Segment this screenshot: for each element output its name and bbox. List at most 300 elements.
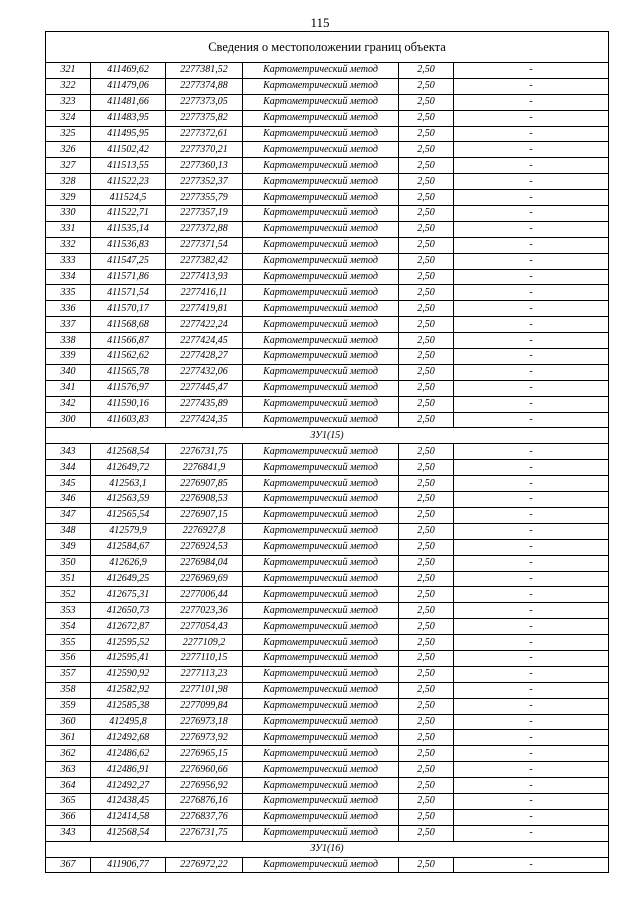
point-number-cell: 352 — [46, 587, 91, 603]
accuracy-cell: 2,50 — [399, 206, 454, 222]
description-cell: - — [454, 110, 609, 126]
method-cell: Картометрический метод — [243, 603, 399, 619]
method-cell: Картометрический метод — [243, 380, 399, 396]
y-coordinate-cell: 2277360,13 — [166, 158, 243, 174]
description-cell: - — [454, 349, 609, 365]
table-row — [46, 158, 609, 174]
description-cell: - — [454, 301, 609, 317]
x-coordinate-cell: 411495,95 — [91, 126, 166, 142]
x-coordinate-cell: 412585,38 — [91, 698, 166, 714]
point-number-cell: 300 — [46, 412, 91, 428]
x-coordinate-cell: 412595,52 — [91, 635, 166, 651]
y-coordinate-cell: 2277372,61 — [166, 126, 243, 142]
point-number-cell: 346 — [46, 492, 91, 508]
x-coordinate-cell: 411513,55 — [91, 158, 166, 174]
y-coordinate-cell: 2277422,24 — [166, 317, 243, 333]
point-number-cell: 325 — [46, 126, 91, 142]
y-coordinate-cell: 2276876,16 — [166, 793, 243, 809]
table-row — [46, 746, 609, 762]
description-cell: - — [454, 539, 609, 555]
method-cell: Картометрический метод — [243, 825, 399, 841]
table-row — [46, 476, 609, 492]
table-row — [46, 682, 609, 698]
x-coordinate-cell: 411483,95 — [91, 110, 166, 126]
x-coordinate-cell: 412675,31 — [91, 587, 166, 603]
section-header-row — [46, 841, 609, 857]
accuracy-cell: 2,50 — [399, 285, 454, 301]
table-row — [46, 619, 609, 635]
table-row — [46, 221, 609, 237]
description-cell: - — [454, 587, 609, 603]
table-row — [46, 666, 609, 682]
table-row — [46, 507, 609, 523]
x-coordinate-cell: 412414,58 — [91, 809, 166, 825]
accuracy-cell: 2,50 — [399, 317, 454, 333]
description-cell: - — [454, 492, 609, 508]
description-cell: - — [454, 571, 609, 587]
point-number-cell: 333 — [46, 253, 91, 269]
method-cell: Картометрический метод — [243, 523, 399, 539]
y-coordinate-cell: 2276973,92 — [166, 730, 243, 746]
table-row — [46, 349, 609, 365]
x-coordinate-cell: 412672,87 — [91, 619, 166, 635]
accuracy-cell: 2,50 — [399, 555, 454, 571]
x-coordinate-cell: 412492,68 — [91, 730, 166, 746]
accuracy-cell: 2,50 — [399, 412, 454, 428]
table-row — [46, 635, 609, 651]
x-coordinate-cell: 411535,14 — [91, 221, 166, 237]
x-coordinate-cell: 411479,06 — [91, 78, 166, 94]
accuracy-cell: 2,50 — [399, 492, 454, 508]
table-row — [46, 63, 609, 79]
method-cell: Картометрический метод — [243, 269, 399, 285]
y-coordinate-cell: 2277381,52 — [166, 63, 243, 79]
table-row — [46, 778, 609, 794]
accuracy-cell: 2,50 — [399, 778, 454, 794]
method-cell: Картометрический метод — [243, 78, 399, 94]
method-cell: Картометрический метод — [243, 730, 399, 746]
table-row — [46, 555, 609, 571]
y-coordinate-cell: 2276927,8 — [166, 523, 243, 539]
point-number-cell: 322 — [46, 78, 91, 94]
x-coordinate-cell: 412495,8 — [91, 714, 166, 730]
method-cell: Картометрический метод — [243, 237, 399, 253]
x-coordinate-cell: 411469,62 — [91, 63, 166, 79]
description-cell: - — [454, 746, 609, 762]
y-coordinate-cell: 2277375,82 — [166, 110, 243, 126]
x-coordinate-cell: 412650,73 — [91, 603, 166, 619]
description-cell: - — [454, 762, 609, 778]
section-header-row — [46, 428, 609, 444]
description-cell: - — [454, 412, 609, 428]
method-cell: Картометрический метод — [243, 63, 399, 79]
method-cell: Картометрический метод — [243, 857, 399, 873]
table-row — [46, 587, 609, 603]
description-cell: - — [454, 714, 609, 730]
accuracy-cell: 2,50 — [399, 364, 454, 380]
description-cell: - — [454, 460, 609, 476]
table-row — [46, 190, 609, 206]
x-coordinate-cell: 411566,87 — [91, 333, 166, 349]
point-number-cell: 365 — [46, 793, 91, 809]
description-cell: - — [454, 730, 609, 746]
method-cell: Картометрический метод — [243, 333, 399, 349]
point-number-cell: 364 — [46, 778, 91, 794]
description-cell: - — [454, 333, 609, 349]
accuracy-cell: 2,50 — [399, 746, 454, 762]
method-cell: Картометрический метод — [243, 809, 399, 825]
point-number-cell: 327 — [46, 158, 91, 174]
point-number-cell: 351 — [46, 571, 91, 587]
table-row — [46, 142, 609, 158]
x-coordinate-cell: 412649,72 — [91, 460, 166, 476]
method-cell: Картометрический метод — [243, 666, 399, 682]
y-coordinate-cell: 2276924,53 — [166, 539, 243, 555]
point-number-cell: 329 — [46, 190, 91, 206]
table-row — [46, 396, 609, 412]
method-cell: Картометрический метод — [243, 507, 399, 523]
point-number-cell: 332 — [46, 237, 91, 253]
accuracy-cell: 2,50 — [399, 682, 454, 698]
method-cell: Картометрический метод — [243, 746, 399, 762]
x-coordinate-cell: 412563,1 — [91, 476, 166, 492]
method-cell: Картометрический метод — [243, 714, 399, 730]
accuracy-cell: 2,50 — [399, 650, 454, 666]
point-number-cell: 339 — [46, 349, 91, 365]
x-coordinate-cell: 412438,45 — [91, 793, 166, 809]
table-row — [46, 174, 609, 190]
description-cell: - — [454, 778, 609, 794]
x-coordinate-cell: 412486,91 — [91, 762, 166, 778]
point-number-cell: 343 — [46, 825, 91, 841]
description-cell: - — [454, 507, 609, 523]
y-coordinate-cell: 2277416,11 — [166, 285, 243, 301]
point-number-cell: 350 — [46, 555, 91, 571]
description-cell: - — [454, 269, 609, 285]
method-cell: Картометрический метод — [243, 142, 399, 158]
method-cell: Картометрический метод — [243, 539, 399, 555]
point-number-cell: 362 — [46, 746, 91, 762]
point-number-cell: 337 — [46, 317, 91, 333]
x-coordinate-cell: 411524,5 — [91, 190, 166, 206]
x-coordinate-cell: 412590,92 — [91, 666, 166, 682]
point-number-cell: 366 — [46, 809, 91, 825]
y-coordinate-cell: 2277110,15 — [166, 650, 243, 666]
description-cell: - — [454, 396, 609, 412]
method-cell: Картометрический метод — [243, 364, 399, 380]
y-coordinate-cell: 2277413,93 — [166, 269, 243, 285]
x-coordinate-cell: 411522,71 — [91, 206, 166, 222]
boundary-table — [45, 31, 609, 873]
point-number-cell: 354 — [46, 619, 91, 635]
accuracy-cell: 2,50 — [399, 301, 454, 317]
table-row — [46, 253, 609, 269]
accuracy-cell: 2,50 — [399, 635, 454, 651]
point-number-cell: 344 — [46, 460, 91, 476]
y-coordinate-cell: 2277424,45 — [166, 333, 243, 349]
table-row — [46, 571, 609, 587]
accuracy-cell: 2,50 — [399, 587, 454, 603]
point-number-cell: 338 — [46, 333, 91, 349]
y-coordinate-cell: 2277435,89 — [166, 396, 243, 412]
accuracy-cell: 2,50 — [399, 444, 454, 460]
description-cell: - — [454, 380, 609, 396]
accuracy-cell: 2,50 — [399, 349, 454, 365]
table-row — [46, 730, 609, 746]
method-cell: Картометрический метод — [243, 396, 399, 412]
point-number-cell: 347 — [46, 507, 91, 523]
method-cell: Картометрический метод — [243, 778, 399, 794]
description-cell: - — [454, 793, 609, 809]
point-number-cell: 356 — [46, 650, 91, 666]
method-cell: Картометрический метод — [243, 285, 399, 301]
table-row — [46, 126, 609, 142]
point-number-cell: 367 — [46, 857, 91, 873]
accuracy-cell: 2,50 — [399, 698, 454, 714]
accuracy-cell: 2,50 — [399, 730, 454, 746]
y-coordinate-cell: 2276973,18 — [166, 714, 243, 730]
point-number-cell: 348 — [46, 523, 91, 539]
accuracy-cell: 2,50 — [399, 221, 454, 237]
y-coordinate-cell: 2277109,2 — [166, 635, 243, 651]
accuracy-cell: 2,50 — [399, 793, 454, 809]
x-coordinate-cell: 411906,77 — [91, 857, 166, 873]
method-cell: Картометрический метод — [243, 158, 399, 174]
table-row — [46, 94, 609, 110]
y-coordinate-cell: 2277445,47 — [166, 380, 243, 396]
accuracy-cell: 2,50 — [399, 396, 454, 412]
description-cell: - — [454, 650, 609, 666]
x-coordinate-cell: 412568,54 — [91, 444, 166, 460]
description-cell: - — [454, 476, 609, 492]
description-cell: - — [454, 809, 609, 825]
accuracy-cell: 2,50 — [399, 174, 454, 190]
table-row — [46, 650, 609, 666]
accuracy-cell: 2,50 — [399, 507, 454, 523]
accuracy-cell: 2,50 — [399, 476, 454, 492]
y-coordinate-cell: 2276960,66 — [166, 762, 243, 778]
section-header: ЗУ1(16) — [46, 841, 609, 857]
accuracy-cell: 2,50 — [399, 94, 454, 110]
y-coordinate-cell: 2276965,15 — [166, 746, 243, 762]
table-row — [46, 364, 609, 380]
method-cell: Картометрический метод — [243, 587, 399, 603]
accuracy-cell: 2,50 — [399, 158, 454, 174]
method-cell: Картометрический метод — [243, 492, 399, 508]
y-coordinate-cell: 2277023,36 — [166, 603, 243, 619]
accuracy-cell: 2,50 — [399, 142, 454, 158]
y-coordinate-cell: 2277370,21 — [166, 142, 243, 158]
description-cell: - — [454, 174, 609, 190]
table-row — [46, 825, 609, 841]
table-row — [46, 412, 609, 428]
description-cell: - — [454, 158, 609, 174]
description-cell: - — [454, 317, 609, 333]
point-number-cell: 349 — [46, 539, 91, 555]
point-number-cell: 359 — [46, 698, 91, 714]
accuracy-cell: 2,50 — [399, 63, 454, 79]
method-cell: Картометрический метод — [243, 253, 399, 269]
description-cell: - — [454, 523, 609, 539]
x-coordinate-cell: 411481,66 — [91, 94, 166, 110]
y-coordinate-cell: 2277419,81 — [166, 301, 243, 317]
point-number-cell: 345 — [46, 476, 91, 492]
accuracy-cell: 2,50 — [399, 110, 454, 126]
method-cell: Картометрический метод — [243, 301, 399, 317]
accuracy-cell: 2,50 — [399, 603, 454, 619]
description-cell: - — [454, 857, 609, 873]
table-row — [46, 301, 609, 317]
table-row — [46, 444, 609, 460]
table-row — [46, 698, 609, 714]
method-cell: Картометрический метод — [243, 349, 399, 365]
method-cell: Картометрический метод — [243, 635, 399, 651]
description-cell: - — [454, 698, 609, 714]
table-row — [46, 492, 609, 508]
description-cell: - — [454, 619, 609, 635]
x-coordinate-cell: 412565,54 — [91, 507, 166, 523]
y-coordinate-cell: 2277424,35 — [166, 412, 243, 428]
page-number: 115 — [310, 15, 330, 30]
x-coordinate-cell: 411547,25 — [91, 253, 166, 269]
method-cell: Картометрический метод — [243, 190, 399, 206]
method-cell: Картометрический метод — [243, 126, 399, 142]
accuracy-cell: 2,50 — [399, 190, 454, 206]
accuracy-cell: 2,50 — [399, 237, 454, 253]
method-cell: Картометрический метод — [243, 221, 399, 237]
description-cell: - — [454, 825, 609, 841]
accuracy-cell: 2,50 — [399, 523, 454, 539]
x-coordinate-cell: 411576,97 — [91, 380, 166, 396]
y-coordinate-cell: 2277352,37 — [166, 174, 243, 190]
method-cell: Картометрический метод — [243, 110, 399, 126]
description-cell: - — [454, 635, 609, 651]
table-row — [46, 269, 609, 285]
description-cell: - — [454, 94, 609, 110]
y-coordinate-cell: 2277113,23 — [166, 666, 243, 682]
accuracy-cell: 2,50 — [399, 762, 454, 778]
description-cell: - — [454, 142, 609, 158]
y-coordinate-cell: 2276837,76 — [166, 809, 243, 825]
y-coordinate-cell: 2277432,06 — [166, 364, 243, 380]
description-cell: - — [454, 237, 609, 253]
description-cell: - — [454, 63, 609, 79]
accuracy-cell: 2,50 — [399, 825, 454, 841]
accuracy-cell: 2,50 — [399, 857, 454, 873]
point-number-cell: 326 — [46, 142, 91, 158]
accuracy-cell: 2,50 — [399, 571, 454, 587]
point-number-cell: 353 — [46, 603, 91, 619]
x-coordinate-cell: 412584,67 — [91, 539, 166, 555]
y-coordinate-cell: 2277382,42 — [166, 253, 243, 269]
point-number-cell: 324 — [46, 110, 91, 126]
accuracy-cell: 2,50 — [399, 809, 454, 825]
description-cell: - — [454, 285, 609, 301]
description-cell: - — [454, 78, 609, 94]
x-coordinate-cell: 412486,62 — [91, 746, 166, 762]
accuracy-cell: 2,50 — [399, 253, 454, 269]
point-number-cell: 342 — [46, 396, 91, 412]
x-coordinate-cell: 411571,86 — [91, 269, 166, 285]
x-coordinate-cell: 411571,54 — [91, 285, 166, 301]
description-cell: - — [454, 253, 609, 269]
point-number-cell: 334 — [46, 269, 91, 285]
y-coordinate-cell: 2276956,92 — [166, 778, 243, 794]
description-cell: - — [454, 126, 609, 142]
method-cell: Картометрический метод — [243, 174, 399, 190]
method-cell: Картометрический метод — [243, 619, 399, 635]
description-cell: - — [454, 444, 609, 460]
table-row — [46, 523, 609, 539]
point-number-cell: 330 — [46, 206, 91, 222]
table-row — [46, 793, 609, 809]
point-number-cell: 340 — [46, 364, 91, 380]
table-row — [46, 460, 609, 476]
point-number-cell: 336 — [46, 301, 91, 317]
x-coordinate-cell: 412626,9 — [91, 555, 166, 571]
y-coordinate-cell: 2277054,43 — [166, 619, 243, 635]
y-coordinate-cell: 2277006,44 — [166, 587, 243, 603]
point-number-cell: 358 — [46, 682, 91, 698]
x-coordinate-cell: 411562,62 — [91, 349, 166, 365]
y-coordinate-cell: 2276908,53 — [166, 492, 243, 508]
y-coordinate-cell: 2276907,15 — [166, 507, 243, 523]
accuracy-cell: 2,50 — [399, 78, 454, 94]
x-coordinate-cell: 411502,42 — [91, 142, 166, 158]
point-number-cell: 361 — [46, 730, 91, 746]
method-cell: Картометрический метод — [243, 650, 399, 666]
accuracy-cell: 2,50 — [399, 126, 454, 142]
method-cell: Картометрический метод — [243, 412, 399, 428]
point-number-cell: 360 — [46, 714, 91, 730]
y-coordinate-cell: 2277357,19 — [166, 206, 243, 222]
y-coordinate-cell: 2276984,04 — [166, 555, 243, 571]
table-row — [46, 237, 609, 253]
table-title: Сведения о местоположении границ объекта — [46, 32, 609, 63]
y-coordinate-cell: 2277099,84 — [166, 698, 243, 714]
y-coordinate-cell: 2277372,88 — [166, 221, 243, 237]
point-number-cell: 335 — [46, 285, 91, 301]
method-cell: Картометрический метод — [243, 476, 399, 492]
method-cell: Картометрический метод — [243, 317, 399, 333]
accuracy-cell: 2,50 — [399, 333, 454, 349]
point-number-cell: 341 — [46, 380, 91, 396]
table-row — [46, 603, 609, 619]
y-coordinate-cell: 2276731,75 — [166, 825, 243, 841]
description-cell: - — [454, 555, 609, 571]
section-header: ЗУ1(15) — [46, 428, 609, 444]
y-coordinate-cell: 2277355,79 — [166, 190, 243, 206]
y-coordinate-cell: 2277371,54 — [166, 237, 243, 253]
table-row — [46, 809, 609, 825]
y-coordinate-cell: 2277374,88 — [166, 78, 243, 94]
table-row — [46, 714, 609, 730]
point-number-cell: 357 — [46, 666, 91, 682]
table-row — [46, 78, 609, 94]
point-number-cell: 321 — [46, 63, 91, 79]
x-coordinate-cell: 411568,68 — [91, 317, 166, 333]
y-coordinate-cell: 2276972,22 — [166, 857, 243, 873]
description-cell: - — [454, 603, 609, 619]
description-cell: - — [454, 364, 609, 380]
table-row — [46, 539, 609, 555]
table-row — [46, 762, 609, 778]
accuracy-cell: 2,50 — [399, 380, 454, 396]
y-coordinate-cell: 2276841,9 — [166, 460, 243, 476]
y-coordinate-cell: 2277428,27 — [166, 349, 243, 365]
x-coordinate-cell: 411603,83 — [91, 412, 166, 428]
description-cell: - — [454, 682, 609, 698]
